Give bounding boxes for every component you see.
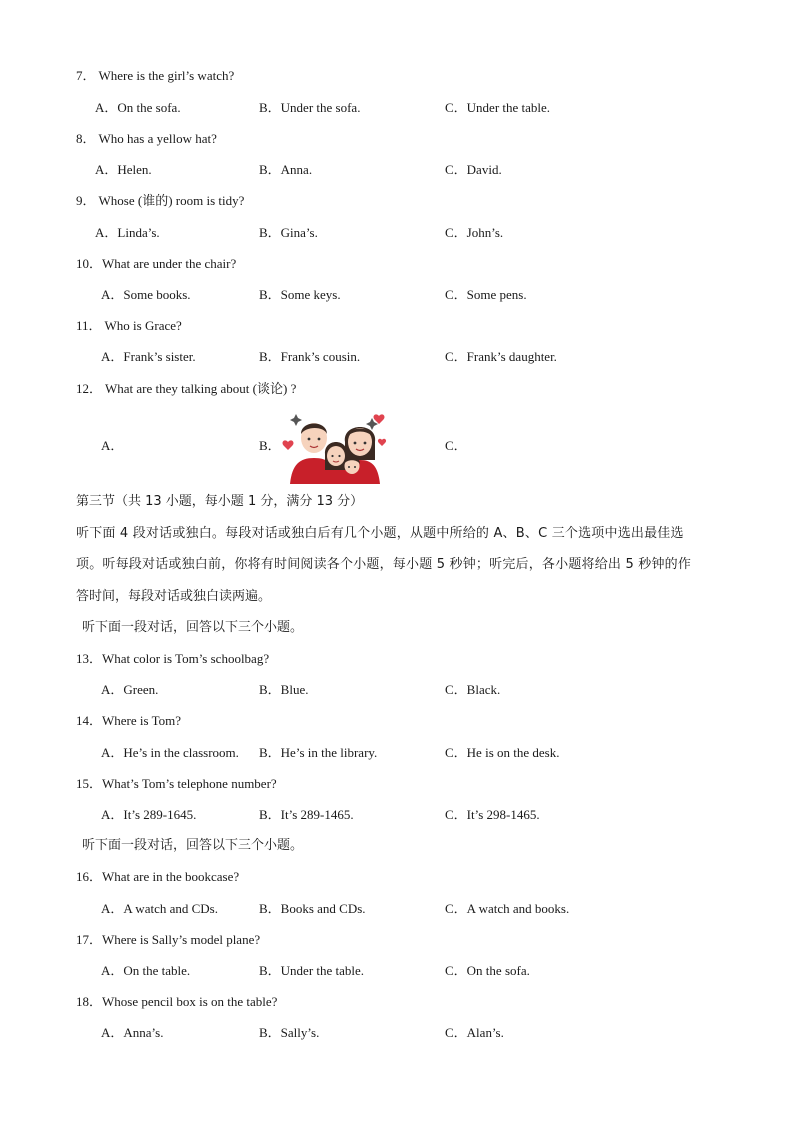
question-16-option-a[interactable]: A．A watch and CDs.: [101, 901, 218, 916]
question-13-stem: 13．What color is Tom’s schoolbag?: [76, 651, 270, 666]
question-10-stem: 10．What are under the chair?: [76, 256, 237, 271]
question-16-stem: 16．What are in the bookcase?: [76, 869, 240, 884]
question-7-option-c[interactable]: C．Under the table.: [445, 100, 551, 115]
question-12-option-b[interactable]: B．: [259, 438, 281, 453]
question-17-stem: 17．Where is Sally’s model plane?: [76, 932, 261, 947]
question-12-stem: 12． What are they talking about (谈论) ?: [76, 381, 297, 396]
question-15-stem: 15．What’s Tom’s telephone number?: [76, 776, 277, 791]
question-9-option-b[interactable]: B．Gina’s.: [259, 225, 318, 240]
question-17-option-c[interactable]: C．On the sofa.: [445, 963, 530, 978]
question-8-option-b[interactable]: B．Anna.: [259, 162, 313, 177]
question-17-option-a[interactable]: A．On the table.: [101, 963, 191, 978]
question-9-option-c[interactable]: C．John’s.: [445, 225, 504, 240]
question-9-stem: 9． Whose (谁的) room is tidy?: [76, 193, 245, 208]
question-11-option-b[interactable]: B．Frank’s cousin.: [259, 349, 361, 364]
question-13-option-c[interactable]: C．Black.: [445, 682, 501, 697]
section-3-heading: 第三节（共 13 小题，每小题 1 分，满分 13 分）: [76, 494, 364, 509]
sparkle-icon: [290, 414, 302, 426]
question-12-option-a[interactable]: A．: [101, 438, 124, 453]
question-14-option-b[interactable]: B．He’s in the library.: [259, 745, 378, 760]
question-18-stem: 18．Whose pencil box is on the table?: [76, 994, 278, 1009]
subsection-instruction-1: 听下面一段对话，回答以下三个小题。: [82, 620, 304, 635]
family-illustration: [282, 408, 392, 484]
question-10-option-c[interactable]: C．Some pens.: [445, 287, 527, 302]
question-17-option-b[interactable]: B．Under the table.: [259, 963, 365, 978]
question-11-stem: 11． Who is Grace?: [76, 318, 182, 333]
heart-icon: [374, 414, 385, 424]
question-15-option-c[interactable]: C．It’s 298-1465.: [445, 807, 540, 822]
question-16-option-b[interactable]: B．Books and CDs.: [259, 901, 366, 916]
heart-icon: [378, 439, 386, 446]
question-13-option-a[interactable]: A．Green.: [101, 682, 159, 697]
question-16-option-c[interactable]: C．A watch and books.: [445, 901, 570, 916]
question-18-option-c[interactable]: C．Alan’s.: [445, 1025, 504, 1040]
question-10-option-b[interactable]: B．Some keys.: [259, 287, 341, 302]
subsection-instruction-2: 听下面一段对话，回答以下三个小题。: [82, 838, 304, 853]
question-11-option-a[interactable]: A．Frank’s sister.: [101, 349, 196, 364]
question-18-option-b[interactable]: B．Sally’s.: [259, 1025, 320, 1040]
question-12-option-c[interactable]: C．: [445, 438, 467, 453]
question-15-option-b[interactable]: B．It’s 289-1465.: [259, 807, 354, 822]
question-13-option-b[interactable]: B．Blue.: [259, 682, 309, 697]
section-3-instruction-line-3: 答时间，每段对话或独白读两遍。: [76, 589, 272, 604]
question-9-option-a[interactable]: A．Linda’s.: [95, 225, 160, 240]
heart-icon: [283, 440, 294, 450]
question-8-stem: 8． Who has a yellow hat?: [76, 131, 217, 146]
question-14-stem: 14．Where is Tom?: [76, 713, 181, 728]
question-7-option-a[interactable]: A．On the sofa.: [95, 100, 181, 115]
section-3-instruction-line-1: 听下面 4 段对话或独白。每段对话或独白后有几个小题，从题中所给的 A、B、C 三个选项中选出最佳选: [76, 526, 684, 541]
section-3-instruction-line-2: 项。听每段对话或独白前，你将有时间阅读各个小题，每小题 5 秒钟；听完后，各小题将给出 5 秒钟的作: [76, 557, 692, 572]
question-8-option-a[interactable]: A．Helen.: [95, 162, 152, 177]
question-15-option-a[interactable]: A．It’s 289-1645.: [101, 807, 197, 822]
question-7-option-b[interactable]: B．Under the sofa.: [259, 100, 361, 115]
question-8-option-c[interactable]: C．David.: [445, 162, 502, 177]
question-10-option-a[interactable]: A．Some books.: [101, 287, 191, 302]
question-18-option-a[interactable]: A．Anna’s.: [101, 1025, 164, 1040]
question-14-option-a[interactable]: A．He’s in the classroom.: [101, 745, 239, 760]
question-7-stem: 7． Where is the girl’s watch?: [76, 68, 235, 83]
question-14-option-c[interactable]: C．He is on the desk.: [445, 745, 560, 760]
question-11-option-c[interactable]: C．Frank’s daughter.: [445, 349, 557, 364]
